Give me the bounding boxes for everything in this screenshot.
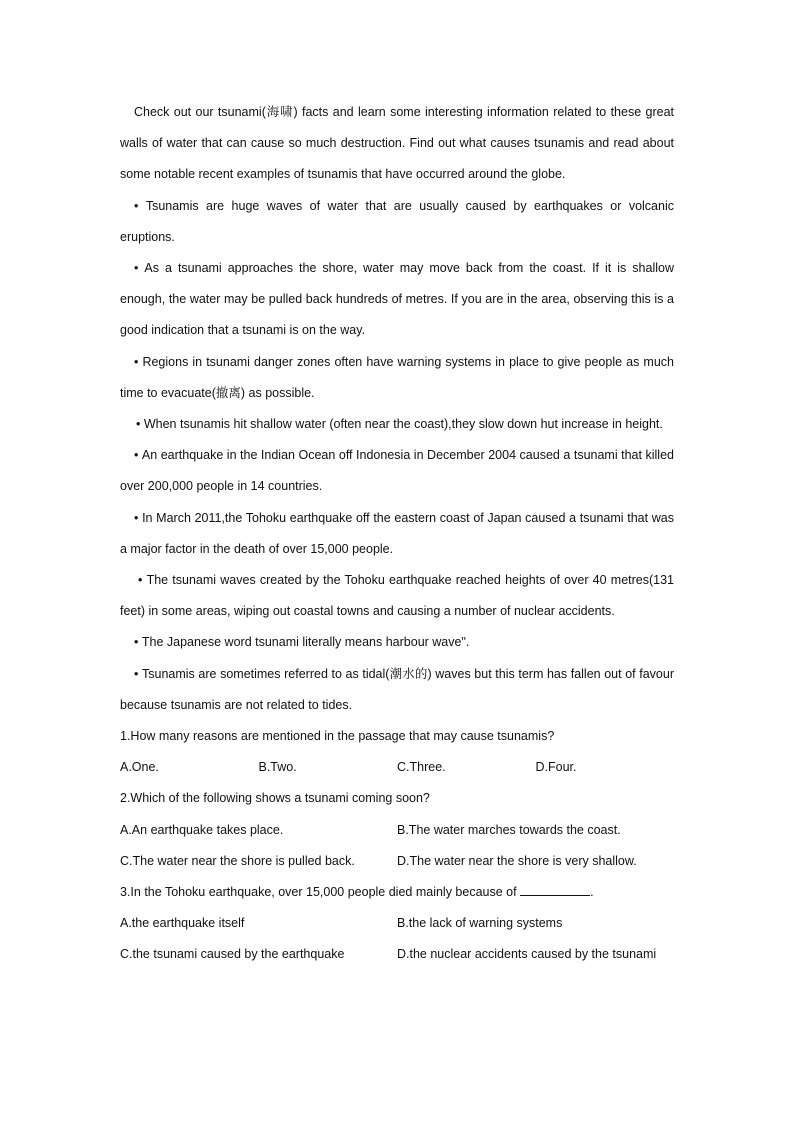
fact-item: • An earthquake in the Indian Ocean off Indonesia in December 2004 caused a tsunami that killed over 200,000 people in 14 countries. xyxy=(120,440,674,502)
question-3-stem-end: . xyxy=(590,885,594,900)
option-c: C.The water near the shore is pulled back. xyxy=(120,853,355,868)
intro-paragraph: Check out our tsunami(海啸) facts and learn some interesting information related to these great walls of water that can cause so much destruction. Find out what causes tsunamis and read about some notable recent examples of tsunamis that have occurred around the globe. xyxy=(120,105,674,182)
question-3-options-row-1 xyxy=(120,908,674,939)
question-3-stem xyxy=(120,877,674,908)
option-a: A.One. xyxy=(120,760,159,775)
fact-item: • Regions in tsunami danger zones often have warning systems in place to give people as much time to evacuate(撤离) as possible. xyxy=(120,347,674,409)
question-3-options-row-2 xyxy=(120,939,674,970)
question-2-stem: 2.Which of the following shows a tsunami coming soon? xyxy=(120,791,430,806)
answer-blank xyxy=(520,883,590,896)
option-c: C.the tsunami caused by the earthquake xyxy=(120,947,345,962)
document-content xyxy=(120,97,674,971)
option-b: B.Two. xyxy=(258,760,297,775)
option-d: D.Four. xyxy=(535,760,577,775)
fact-item: • When tsunamis hit shallow water (often near the coast),they slow down hut increase in height. xyxy=(120,409,674,440)
fact-item: • In March 2011,the Tohoku earthquake off the eastern coast of Japan caused a tsunami that was a major factor in the death of over 15,000 people. xyxy=(120,503,674,565)
option-a: A.the earthquake itself xyxy=(120,916,245,931)
option-b: B.The water marches towards the coast. xyxy=(397,822,621,837)
fact-item: • As a tsunami approaches the shore, water may move back from the coast. If it is shallow enough, the water may be pulled back hundreds of metres. If you are in the area, observing this is a good indication that a tsunami is on the way. xyxy=(120,253,674,347)
question-1-options xyxy=(120,752,674,783)
option-a: A.An earthquake takes place. xyxy=(120,822,284,837)
option-b: B.the lack of warning systems xyxy=(397,916,563,931)
question-2-options-row-2 xyxy=(120,846,674,877)
option-d: D.the nuclear accidents caused by the tsunami xyxy=(397,947,657,962)
fact-item: • The Japanese word tsunami literally means harbour wave". xyxy=(120,627,674,658)
fact-item: • The tsunami waves created by the Tohoku earthquake reached heights of over 40 metres(131 feet) in some areas, wiping out coastal towns and causing a number of nuclear accidents. xyxy=(120,565,674,627)
question-3-stem-text: 3.In the Tohoku earthquake, over 15,000 people died mainly because of xyxy=(120,885,521,900)
option-d: D.The water near the shore is very shallow. xyxy=(397,853,637,868)
option-c: C.Three. xyxy=(397,760,446,775)
fact-item: • Tsunamis are huge waves of water that are usually caused by earthquakes or volcanic eruptions. xyxy=(120,191,674,253)
question-2-options-row-1 xyxy=(120,815,674,846)
question-1-stem: 1.How many reasons are mentioned in the passage that may cause tsunamis? xyxy=(120,729,555,744)
fact-item: • Tsunamis are sometimes referred to as tidal(潮水的) waves but this term has fallen out of favour because tsunamis are not related to tides. xyxy=(120,659,674,721)
